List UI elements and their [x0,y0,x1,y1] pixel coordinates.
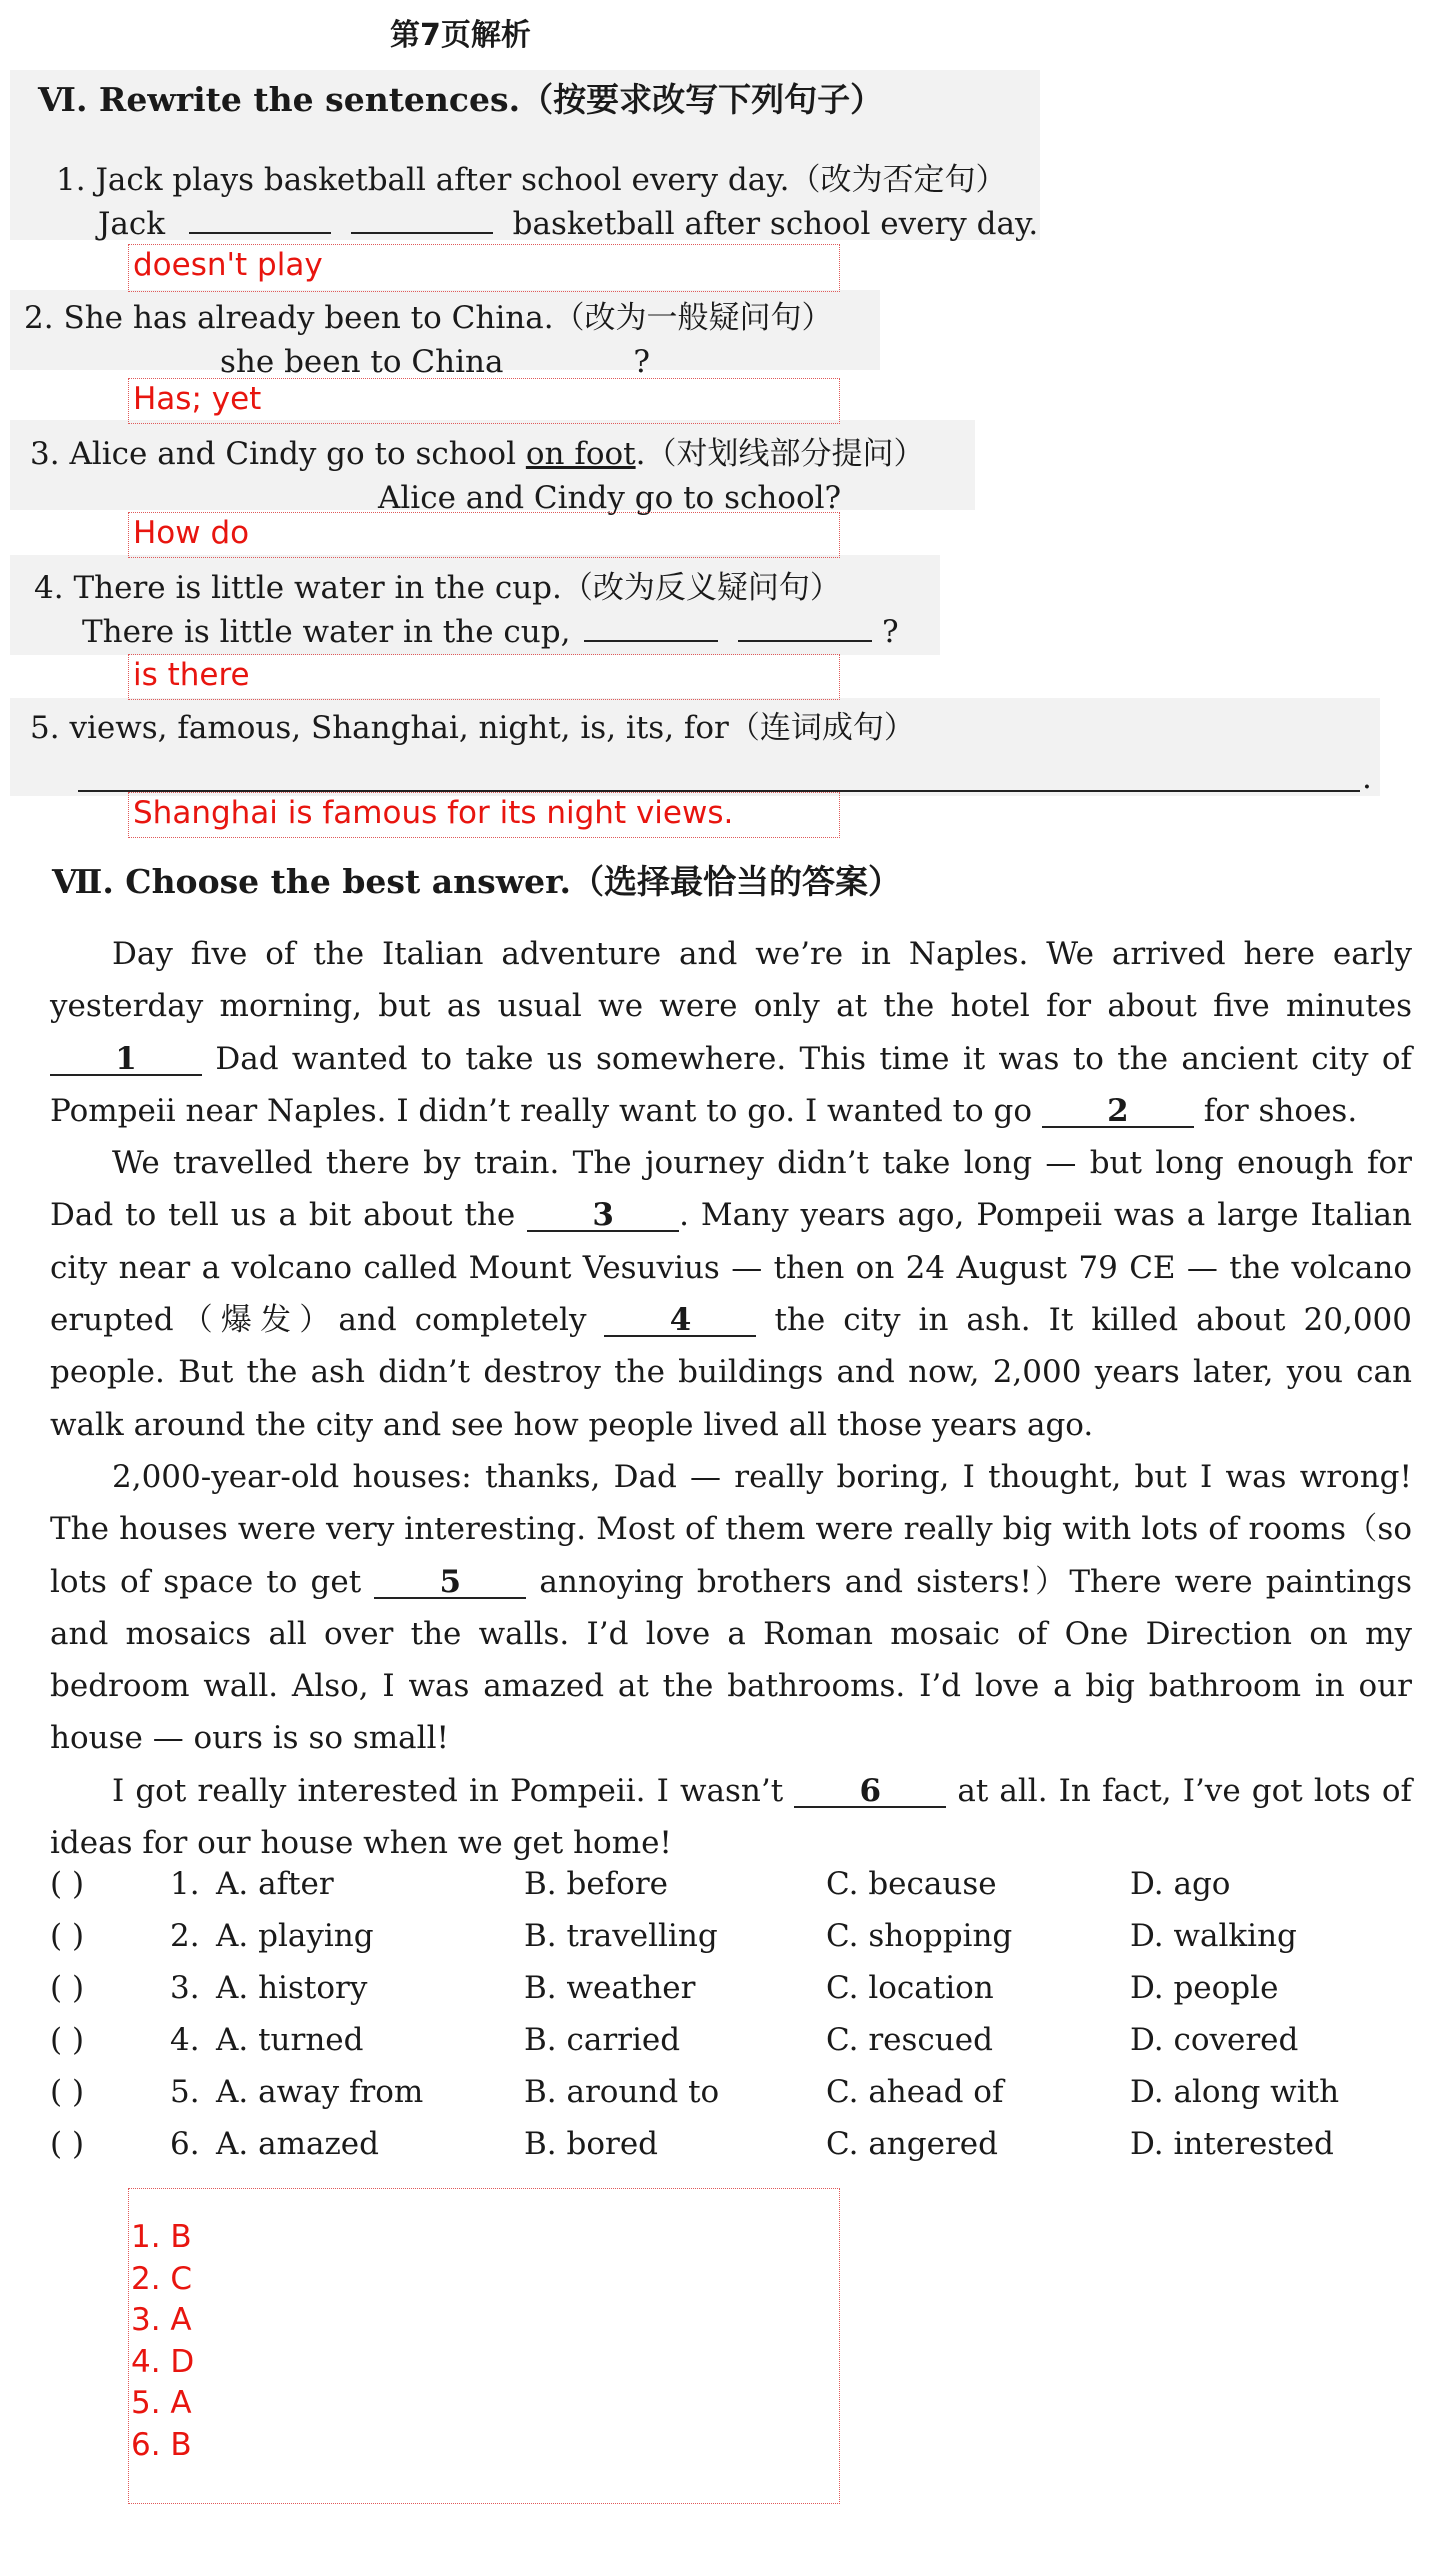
passage-text: Day five of the Italian adventure and we’re in Naples. We arrived here early yesterday morning, but as usual we were only at the hotel for about five minutes [50,936,1412,1025]
answer-item: 1. B [131,2219,192,2255]
answer-bracket: ( ) [50,2126,85,2162]
passage-paragraph-3 [50,1451,1412,1765]
option-d: D. interested [1130,2126,1334,2162]
answer-bracket: ( ) [50,1866,85,1902]
option-a: A. playing [216,1918,374,1954]
option-d: D. ago [1130,1866,1231,1902]
line-after: she been to China [220,344,504,380]
passage-paragraph-1 [50,928,1412,1137]
answer-bracket: ( ) [50,2074,85,2110]
question-text: There is little water in the cup.（改为反义疑问句） [73,570,841,606]
passage-text: at all. In fact, I’ve got lots of ideas for our house when we get home! [50,1772,1413,1862]
option-number: 6. [170,2126,200,2162]
passage-text: Dad wanted to take us somewhere. This time it was to the ancient city of Pompeii near Naples. I didn’t really want to go. I wanted to go [50,1040,1412,1129]
gap-3: 3 [527,1200,679,1232]
answer-bracket: ( ) [50,2022,85,2058]
question-text: Alice and Cindy go to school [69,436,526,472]
question-1: 1. Jack plays basketball after school every day.（改为否定句） [56,162,1007,198]
question-2-line [220,344,650,380]
question-5: 5. views, famous, Shanghai, night, is, its, for（连词成句） [30,710,915,746]
option-a: A. amazed [216,2126,379,2162]
question-number: 2 [24,300,44,336]
answer-box-5: Shanghai is famous for its night views. [128,792,840,838]
option-b: B. travelling [524,1918,718,1954]
passage-text: . Many years ago, Pompeii was a large Italian city near a volcano called Mount Vesuvius — then on 24 August 79 CE — the volcano erupted（爆发）and completely [50,1197,1412,1339]
question-number: 3 [30,436,50,472]
passage-text: for shoes. [1203,1092,1358,1129]
answer-bracket: ( ) [50,1970,85,2006]
answer-box-4: is there [128,654,840,700]
option-b: B. weather [524,1970,696,2006]
option-d: D. covered [1130,2022,1299,2058]
option-c: C. ahead of [826,2074,1004,2110]
question-4: 4. There is little water in the cup.（改为反义疑问句） [34,570,841,606]
gap-1: 1 [50,1044,202,1076]
option-number: 4. [170,2022,200,2058]
question-text: She has already been to China.（改为一般疑问句） [63,300,833,336]
answer-blank [584,614,718,642]
line-end: ? [633,344,650,380]
answer-item: 6. B [131,2426,192,2463]
question-2: 2. She has already been to China.（改为一般疑问句） [24,300,833,336]
gap-5: 5 [374,1567,526,1599]
answer-item: 4. D [131,2343,195,2380]
option-d: D. along with [1130,2074,1340,2110]
passage-text: We travelled there by train. The journey didn’t take long — but long enough for Dad to tell us a bit about the [50,1145,1412,1234]
option-a: A. history [216,1970,368,2006]
question-text-end: .（对划线部分提问） [635,436,925,472]
passage-text: 2,000-year-old houses: thanks, Dad — really boring, I thought, but I was wrong! The houses were very interesting. Most of them were really big with lots of rooms（so lots of space to get [50,1458,1412,1600]
line-after: Alice and Cindy go to school? [378,480,842,516]
option-a: A. turned [216,2022,364,2058]
line-end: ? [882,614,899,650]
question-number: 4 [34,570,54,606]
option-d: D. people [1130,1970,1279,2006]
passage-text: I got really interested in Pompeii. I wasn’t [112,1772,784,1809]
line-end: . [1362,760,1372,796]
option-b: B. bored [524,2126,659,2162]
answer-box-3: How do [128,512,840,558]
answer-item: 3. A [131,2302,192,2338]
option-a: A. away from [216,2074,424,2110]
page-title: 第7页解析 [390,18,531,53]
passage-paragraph-2 [50,1137,1412,1451]
answer-blank [351,206,493,234]
reading-passage [50,928,1412,1869]
gap-6: 6 [794,1776,946,1808]
question-4-line [82,614,899,650]
option-c: C. because [826,1866,997,1902]
option-b: B. around to [524,2074,720,2110]
passage-paragraph-4 [50,1765,1412,1870]
question-1-line [98,206,1038,242]
answer-blank [189,206,331,234]
line-before: There is little water in the cup, [82,614,571,650]
question-text: views, famous, Shanghai, night, is, its, for（连词成句） [69,710,915,746]
answer-item: 2. C [131,2260,193,2297]
section-7-heading: Ⅶ. Choose the best answer.（选择最恰当的答案） [52,862,901,901]
option-a: A. after [216,1866,334,1902]
question-3: 3. Alice and Cindy go to school on foot.（对划线部分提问） [30,436,925,472]
option-b: B. before [524,1866,668,1902]
question-number: 1 [56,162,76,198]
option-number: 3. [170,1970,200,2006]
question-text: Jack plays basketball after school every day.（改为否定句） [95,162,1007,198]
answer-blank [738,614,872,642]
option-c: C. shopping [826,1918,1013,1954]
option-number: 1. [170,1866,200,1902]
question-number: 5 [30,710,50,746]
option-c: C. angered [826,2126,998,2162]
option-d: D. walking [1130,1918,1297,1954]
option-c: C. rescued [826,2022,993,2058]
underlined-phrase: on foot [525,436,636,472]
line-after: basketball after school every day. [512,206,1039,242]
gap-4: 4 [604,1305,756,1337]
section-6-heading: Ⅵ. Rewrite the sentences.（按要求改写下列句子） [38,80,884,119]
passage-text: the city in ash. It killed about 20,000 people. But the ash didn’t destroy the buildings and now, 2,000 years later, you can walk around the city and see how people lived all those years ago. [50,1302,1412,1443]
gap-2: 2 [1042,1096,1194,1128]
answer-box-mcq [128,2188,840,2504]
option-c: C. location [826,1970,994,2006]
option-b: B. carried [524,2022,681,2058]
answer-box-1: doesn't play [128,244,840,292]
answer-item: 5. A [131,2385,192,2421]
answer-box-2: Has; yet [128,378,840,424]
option-number: 2. [170,1918,200,1954]
question-3-line [378,480,841,516]
passage-text: annoying brothers and sisters!）There were paintings and mosaics all over the walls. I’d love a Roman mosaic of One Direction on my bedroom wall. Also, I was amazed at the bathrooms. I’d love a big bathroom in our house — ours is so small! [50,1563,1413,1757]
line-before: Jack [98,206,166,242]
answer-bracket: ( ) [50,1918,85,1954]
option-number: 5. [170,2074,200,2110]
